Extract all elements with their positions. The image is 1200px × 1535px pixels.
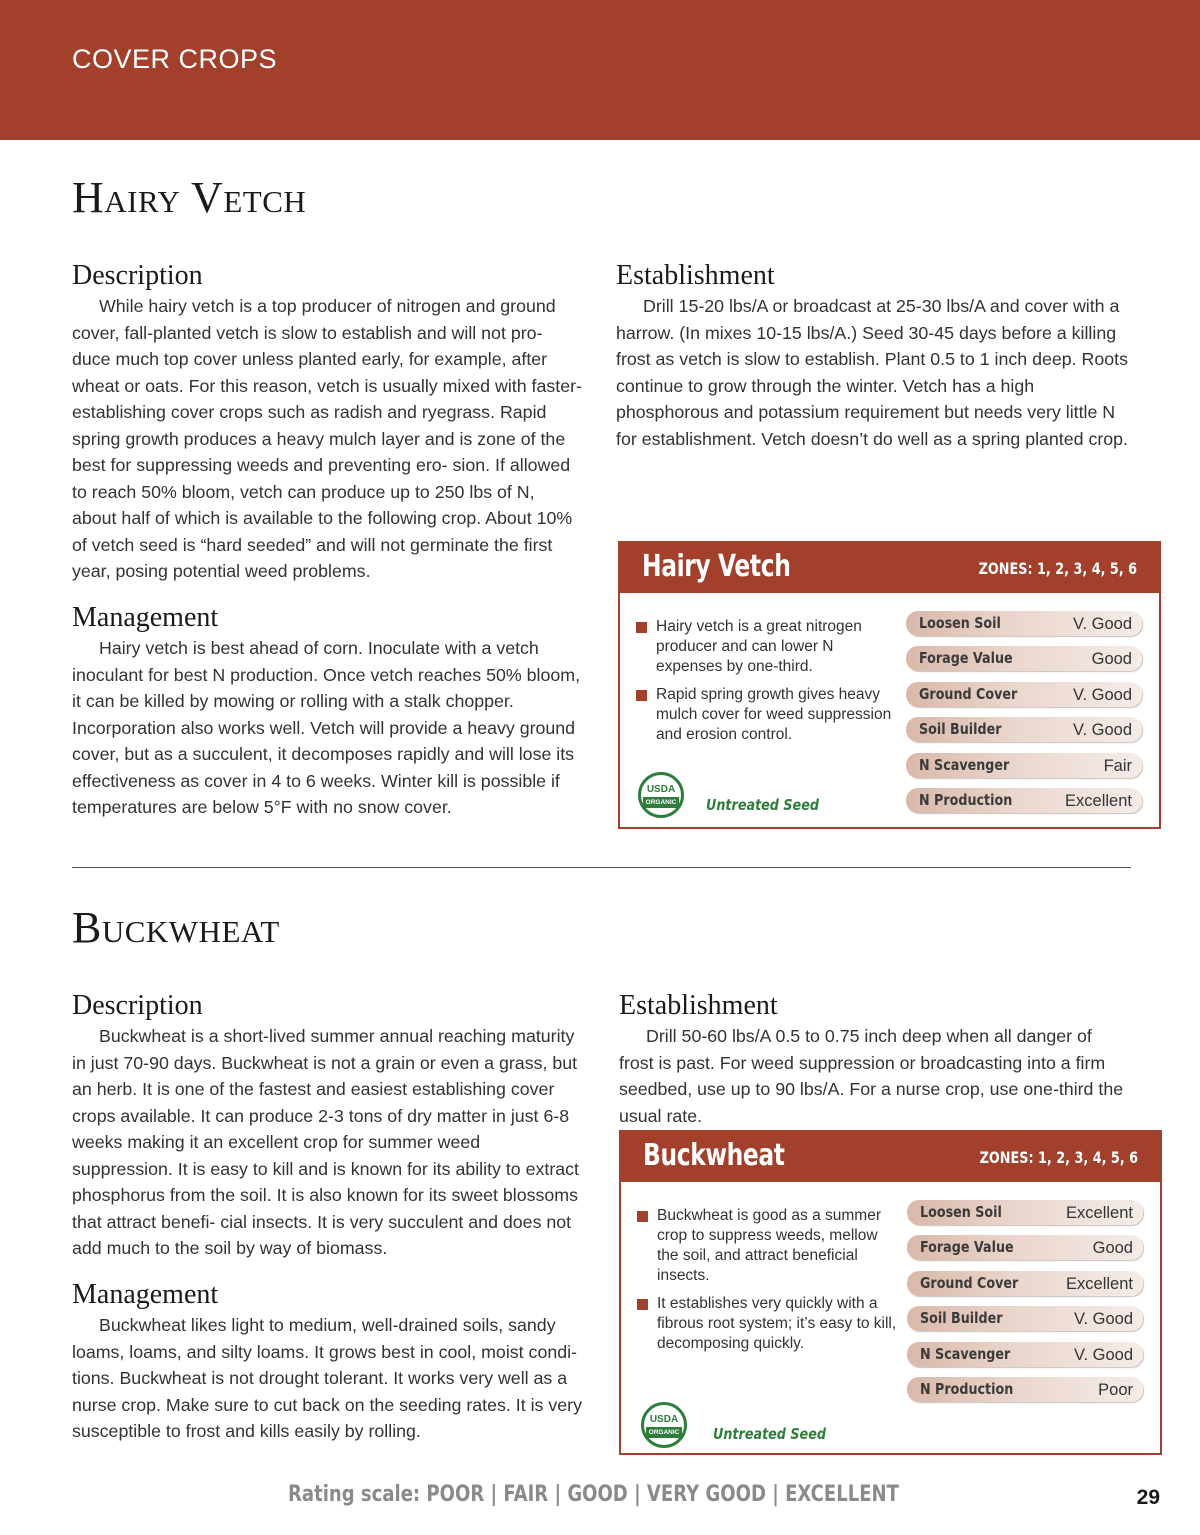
rating-scale-legend: Rating scale: POOR | FAIR | GOOD | VERY GOOD | EXCELLENT <box>288 1482 899 1507</box>
card-header <box>621 1132 1160 1182</box>
zones-label: ZONES: 1, 2, 3, 4, 5, 6 <box>978 559 1137 578</box>
list-item: Buckwheat is good as a summer crop to suppress weeds, mellow the soil, and attract beneficial insects. <box>637 1206 902 1286</box>
rating-row: Soil Builder V. Good <box>907 1306 1143 1331</box>
page-number: 29 <box>1136 1486 1160 1509</box>
description-text: While hairy vetch is a top producer of nitrogen and ground cover, fall-planted vetch is slow to establish and will not pro- duce much top cover unless planted early, for example, after wheat or oats. For this reason, vetch is usually mixed with faster-establishing cover crops such as radish and ryegrass. Rapid spring growth produces a heavy mulch layer and is zone of the best for suppressing weeds and preventing ero- sion. If allowed to reach 50% bloom, vetch can produce up to 250 lbs of N, about half of which is available to the following crop. About 10% of vetch seed is “hard seeded” and will not germinate the first year, posing potential weed problems. <box>72 296 582 581</box>
description-text: Buckwheat is a short-lived summer annual reaching maturity in just 70-90 days. Buckwheat is not a grain or even a grass, but an herb. It is one of the fastest and easiest establishing cover crops available. It can produce 2-3 tons of dry matter in just 6-8 weeks making it an excellent crop for summer weed suppression. It is easy to kill and is known for its ability to extract phosphorus from the soil. It is also known for its sweet blossoms that attract benefi- cial insects. It is very succulent and does not add much to the soil by way of biomass. <box>72 1026 579 1258</box>
establishment-text: Drill 15-20 lbs/A or broadcast at 25-30 lbs/A and cover with a harrow. (In mixes 10-15 lbs/A.) Seed 30-45 days before a killing frost as vetch is slow to establish. Plant 0.5 to 1 inch deep. Roots continue to grow through the winter. Vetch has a high phosphorous and potassium requirement but needs very little N for establishment. Vetch doesn’t do well as a spring planted crop. <box>616 296 1129 449</box>
usda-organic-seal-icon: USDA ORGANIC <box>638 772 684 818</box>
zones-label: ZONES: 1, 2, 3, 4, 5, 6 <box>979 1148 1138 1167</box>
management-heading: Management <box>72 602 219 633</box>
management-text: Hairy vetch is best ahead of corn. Inoculate with a vetch inoculant for best N production. Once vetch reaches 50% bloom, it can be killed by mowing or rolling with a stalk chopper. Incorporation also works well. Vetch will provide a heavy ground cover, but as a succulent, it decomposes rapidly and will lose its effectiveness as cover in 4 to 6 weeks. Winter kill is possible if temperatures are below 5°F with no snow cover. <box>72 638 581 817</box>
rating-row: Loosen Soil Excellent <box>907 1200 1143 1225</box>
rating-row: Ground Cover Excellent <box>907 1271 1143 1296</box>
establishment-text: Drill 50-60 lbs/A 0.5 to 0.75 inch deep when all danger of frost is past. For weed suppression or broadcasting into a firm seedbed, use up to 90 lbs/A. For a nurse crop, use one-third the usual rate. <box>619 1026 1124 1126</box>
card-title: Hairy Vetch <box>642 549 791 584</box>
bullet-list <box>637 1206 902 1362</box>
bullet-square-icon <box>636 690 647 701</box>
section-divider <box>72 867 1131 868</box>
rating-row: Soil Builder V. Good <box>906 717 1142 742</box>
list-item: Rapid spring growth gives heavy mulch cover for weed suppression and erosion control. <box>636 685 901 745</box>
crop-card-hairy-vetch <box>618 541 1161 829</box>
management-heading: Management <box>72 1279 219 1310</box>
management-text: Buckwheat likes light to medium, well-drained soils, sandy loams, loams, and silty loams. It grows best in cool, moist condi- tions. Buckwheat is not drought tolerant. It works very well as a nurse crop. Make sure to cut back on the seeding rates. It is very susceptible to frost and kills easily by rolling. <box>72 1315 582 1441</box>
rating-row: N Production Poor <box>907 1377 1143 1402</box>
bullet-square-icon <box>636 622 647 633</box>
bullet-square-icon <box>637 1299 648 1310</box>
description-heading: Description <box>72 260 203 291</box>
card-title: Buckwheat <box>643 1138 785 1173</box>
section-header-band <box>0 0 1200 140</box>
untreated-seed-note: Untreated Seed <box>706 796 819 814</box>
untreated-seed-note: Untreated Seed <box>713 1425 826 1443</box>
section-label: COVER CROPS <box>72 44 278 74</box>
establishment-heading: Establishment <box>616 260 775 291</box>
crop-title-buckwheat: Buckwheat <box>72 903 280 952</box>
rating-row: N Scavenger V. Good <box>907 1342 1143 1367</box>
list-item: It establishes very quickly with a fibrous root system; it’s easy to kill, decomposing quickly. <box>637 1294 902 1354</box>
rating-row: Ground Cover V. Good <box>906 682 1142 707</box>
ratings-list <box>906 611 1142 823</box>
rating-row: Loosen Soil V. Good <box>906 611 1142 636</box>
bullet-list <box>636 617 901 753</box>
rating-row: Forage Value Good <box>907 1235 1143 1260</box>
rating-row: N Production Excellent <box>906 788 1142 813</box>
crop-card-buckwheat <box>619 1130 1162 1455</box>
description-heading: Description <box>72 990 203 1021</box>
rating-row: Forage Value Good <box>906 646 1142 671</box>
rating-row: N Scavenger Fair <box>906 753 1142 778</box>
usda-organic-seal-icon: USDA ORGANIC <box>641 1402 687 1448</box>
bullet-square-icon <box>637 1211 648 1222</box>
card-header <box>620 543 1159 593</box>
list-item: Hairy vetch is a great nitrogen producer and can lower N expenses by one-third. <box>636 617 901 677</box>
establishment-heading: Establishment <box>619 990 778 1021</box>
crop-title-hairy-vetch: Hairy Vetch <box>72 173 307 222</box>
ratings-list <box>907 1200 1143 1412</box>
